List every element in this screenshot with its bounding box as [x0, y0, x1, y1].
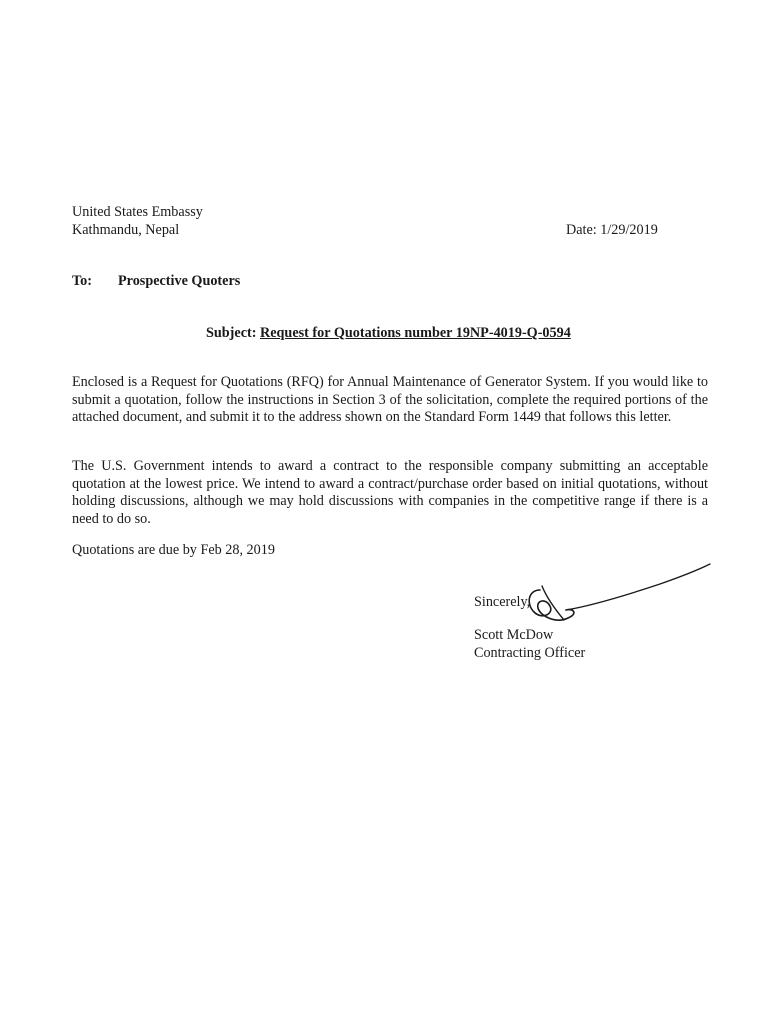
signer-name: Scott McDow: [474, 627, 554, 643]
sender-address-line-2: Kathmandu, Nepal: [72, 222, 180, 238]
subject-line: [0, 325, 770, 342]
subject-label: Subject:: [206, 325, 257, 341]
body-paragraph-1: Enclosed is a Request for Quotations (RFQ) for Annual Maintenance of Generator System. If you would like to submit a quotation, follow the instructions in Section 3 of the solicitation, complete the required portions of the attached document, and submit it to the address shown on the Standard Form 1449 that follows this letter.: [72, 374, 708, 425]
body-paragraph-3: Quotations are due by Feb 28, 2019: [72, 542, 275, 558]
closing-salutation: Sincerely,: [474, 594, 531, 610]
body-paragraph-2: The U.S. Government intends to award a contract to the responsible company submitting an acceptable quotation at the lowest price. We intend to award a contract/purchase order based on initial quotations, without holding discussions, although we may hold discussions with companies in the competitive range if there is a need to do so.: [72, 458, 708, 527]
handwritten-signature: [520, 556, 720, 636]
signer-title: Contracting Officer: [474, 645, 586, 661]
letter-date: Date: 1/29/2019: [566, 222, 658, 238]
to-recipient: Prospective Quoters: [118, 273, 241, 289]
sender-address-line-1: United States Embassy: [72, 204, 203, 220]
to-label: To:: [72, 273, 92, 289]
subject-reference: Request for Quotations number 19NP-4019-Q-0594: [260, 325, 571, 341]
